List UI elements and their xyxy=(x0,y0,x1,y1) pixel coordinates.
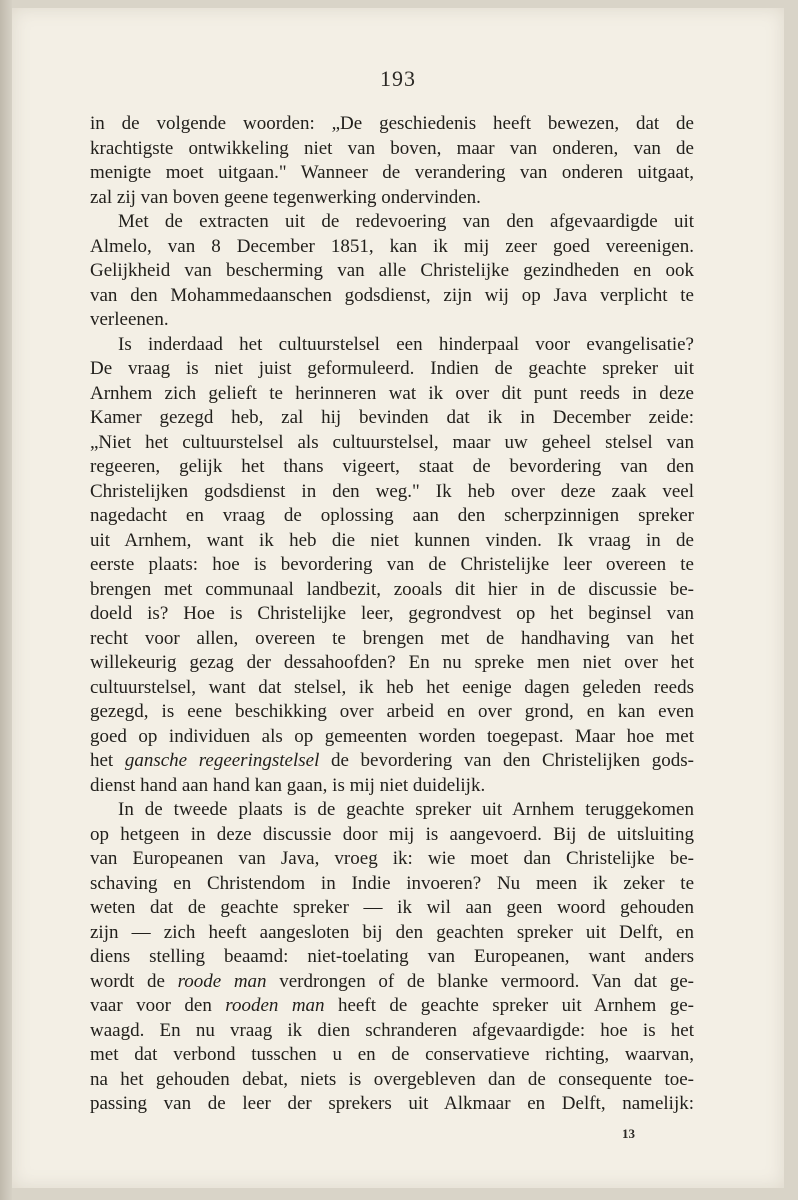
text-line: eerste plaats: hoe is bevordering van de Christelijke leer overeen te xyxy=(90,554,694,575)
text-line: op hetgeen in deze discussie door mij is aangevoerd. Bij de uitsluiting xyxy=(90,823,694,845)
text-line: met dat verbond tusschen u en de conservatieve richting, waarvan, xyxy=(90,1044,694,1065)
text-line: goed op individuen als op gemeenten worden toegepast. Maar hoe met xyxy=(90,725,694,747)
book-page xyxy=(12,8,784,1188)
text-line: doeld is? Hoe is Christelijke leer, gegrondvest op het beginsel van xyxy=(90,603,694,624)
text-line: Almelo, van 8 December 1851, kan ik mij zeer goed vereenigen. xyxy=(90,235,694,257)
text-line: recht voor allen, overeen te brengen met de handhaving van het xyxy=(90,627,694,649)
text-line: regeeren, gelijk het thans vigeert, staat de bevordering van den xyxy=(90,456,694,477)
italic-phrase: rooden man xyxy=(225,995,325,1016)
text-line xyxy=(90,994,694,1019)
text-line: brengen met communaal landbezit, zooals dit hier in de discussie be- xyxy=(90,578,694,600)
text-segment: verdrongen of de blanke vermoord. Van dat ge- xyxy=(266,970,694,992)
text-segment: wordt de xyxy=(90,970,178,992)
text-line: menigte moet uitgaan." Wanneer de verandering van onderen uitgaat, xyxy=(90,162,694,183)
italic-phrase: gansche regeeringstelsel xyxy=(124,750,320,771)
text-line: weten dat de geachte spreker — ik wil aan geen woord gehouden xyxy=(90,897,694,918)
text-line: uit Arnhem, want ik heb die niet kunnen vinden. Ik vraag in de xyxy=(90,529,694,551)
body-text xyxy=(90,112,694,1117)
text-line: In de tweede plaats is de geachte spreker uit Arnhem teruggekomen xyxy=(118,799,694,820)
text-line: diens stelling beaamd: niet-toelating van Europeanen, want anders xyxy=(90,946,694,967)
text-line: Kamer gezegd heb, zal hij bevinden dat ik in December zeide: xyxy=(90,407,694,428)
text-segment: heeft de geachte spreker uit Arnhem ge- xyxy=(324,995,694,1016)
text-line: van den Mohammedaanschen godsdienst, zijn wij op Java verplicht te xyxy=(90,284,694,306)
text-line: nagedacht en vraag de oplossing aan den scherpzinnigen spreker xyxy=(90,505,694,526)
text-line: De vraag is niet juist geformuleerd. Indien de geachte spreker uit xyxy=(90,358,694,379)
page-number: 193 xyxy=(380,66,416,91)
text-line: zal zij van boven geene tegenwerking ondervinden. xyxy=(90,186,481,208)
text-line: gezegd, is eene beschikking over arbeid en over grond, en kan even xyxy=(90,701,694,722)
text-line: verleenen. xyxy=(90,309,169,330)
italic-phrase: roode man xyxy=(177,970,267,992)
text-segment: de bevordering van den Christelijken gods- xyxy=(319,750,694,771)
text-line: zijn — zich heeft aangesloten bij den geachten spreker uit Delft, en xyxy=(90,921,694,943)
text-line: „Niet het cultuurstelsel als cultuurstelsel, maar uw geheel stelsel van xyxy=(90,431,694,453)
text-line: dienst hand aan hand kan gaan, is mij niet duidelijk. xyxy=(90,774,486,796)
scan-edge xyxy=(0,0,12,1200)
text-line: in de volgende woorden: „De geschiedenis heeft bewezen, dat de xyxy=(90,113,694,134)
signature-mark: 13 xyxy=(622,1126,635,1141)
text-line: schaving en Christendom in Indie invoeren? Nu meen ik zeker te xyxy=(90,872,694,894)
text-line: Arnhem zich gelieft te herinneren wat ik over dit punt reeds in deze xyxy=(90,382,694,404)
text-line: Met de extracten uit de redevoering van den afgevaardigde uit xyxy=(118,211,694,232)
text-segment: vaar voor den xyxy=(90,995,226,1016)
text-line: Christelijken godsdienst in den weg." Ik heb over deze zaak veel xyxy=(90,480,694,502)
text-line: cultuurstelsel, want dat stelsel, ik heb het eenige dagen geleden reeds xyxy=(90,676,694,698)
text-line: krachtigste ontwikkeling niet van boven, maar van onderen, van de xyxy=(90,137,694,159)
text-line: passing van de leer der sprekers uit Alkmaar en Delft, namelijk: xyxy=(90,1093,694,1114)
text-line: waagd. En nu vraag ik dien schranderen afgevaardigde: hoe is het xyxy=(90,1019,694,1041)
text-line: na het gehouden debat, niets is overgebleven dan de consequente toe- xyxy=(90,1068,694,1090)
text-line xyxy=(90,970,694,995)
text-line: Gelijkheid van bescherming van alle Christelijke gezindheden en ook xyxy=(90,260,694,281)
text-line: van Europeanen van Java, vroeg ik: wie moet dan Christelijke be- xyxy=(90,848,694,869)
text-line xyxy=(90,749,694,774)
text-segment: het xyxy=(90,750,125,771)
text-line: Is inderdaad het cultuurstelsel een hinderpaal voor evangelisatie? xyxy=(118,333,694,355)
text-line: willekeurig gezag der dessahoofden? En nu spreke men niet over het xyxy=(90,652,694,673)
